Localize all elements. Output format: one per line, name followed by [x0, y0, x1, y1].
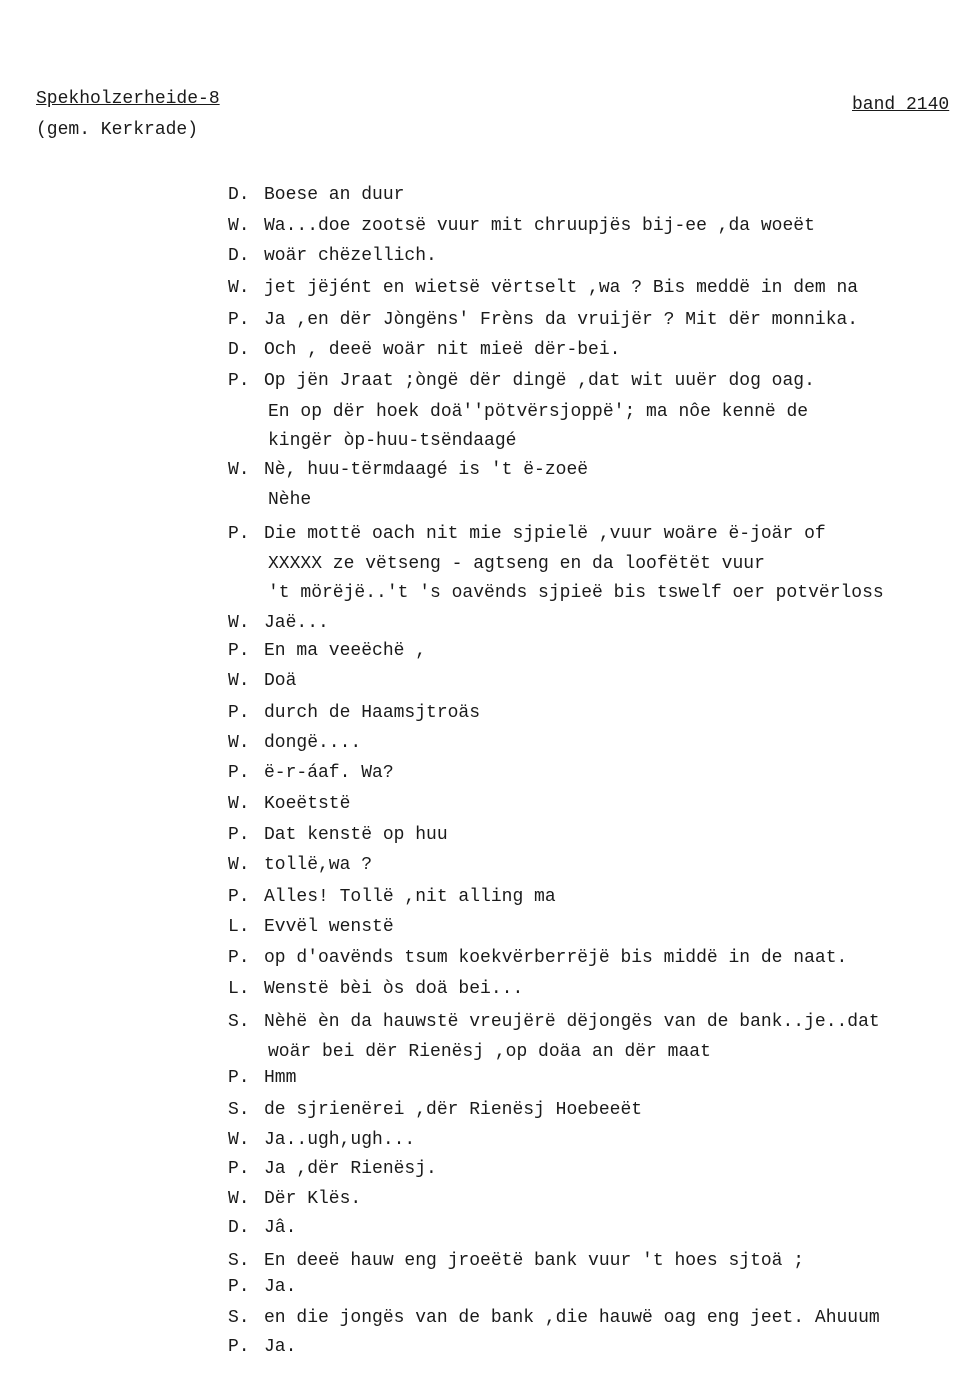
speaker-label: P.: [228, 887, 250, 907]
utterance-text: Evvël wenstë: [264, 917, 394, 937]
utterance-text: en die jongës van de bank ,die hauwë oag eng jeet. Ahuuum: [264, 1308, 880, 1328]
speaker-label: D.: [228, 246, 250, 266]
utterance-text: En ma veeëchë ,: [264, 641, 427, 661]
utterance-text: Nèhe: [268, 490, 312, 510]
dialogue-line: [0, 399, 966, 425]
speaker-label: P.: [228, 948, 250, 968]
utterance-text: kingër òp-huu-tsëndaagé: [268, 431, 517, 451]
utterance-text: Wa...doe zootsë vuur mit chruupjës bij-ee ,da woeët: [264, 216, 815, 236]
utterance-text: durch de Haamsjtroäs: [264, 703, 481, 723]
dialogue-line: [0, 730, 966, 756]
dialogue-line: [0, 487, 966, 513]
dialogue-line: [0, 668, 966, 694]
dialogue-line: [0, 852, 966, 878]
dialogue-line: [0, 182, 966, 208]
utterance-text: 't mörëjë..'t 's oavënds sjpieë bis tswelf oer potvërloss: [268, 583, 884, 603]
dialogue-line: [0, 638, 966, 664]
utterance-text: Hmm: [264, 1068, 297, 1088]
dialogue-line: [0, 791, 966, 817]
speaker-label: D.: [228, 185, 250, 205]
utterance-text: Ja ,en dër Jòngëns' Frèns da vruijër ? Mit dër monnika.: [264, 310, 859, 330]
speaker-label: L.: [228, 917, 250, 937]
dialogue-line: [0, 1156, 966, 1182]
dialogue-line: [0, 457, 966, 483]
dialogue-line: [0, 1334, 966, 1360]
utterance-text: En deeë hauw eng jroeëtë bank vuur 't hoes sjtoä ;: [264, 1251, 805, 1271]
dialogue-line: [0, 243, 966, 269]
utterance-text: Nèhë èn da hauwstë vreujërë dëjongës van de bank..je..dat: [264, 1012, 880, 1032]
dialogue-line: [0, 1305, 966, 1331]
dialogue-line: [0, 1065, 966, 1091]
speaker-label: W.: [228, 278, 250, 298]
dialogue-line: [0, 760, 966, 786]
utterance-text: Ja ,dër Rienësj.: [264, 1159, 437, 1179]
dialogue-line: [0, 1127, 966, 1153]
speaker-label: W.: [228, 733, 250, 753]
utterance-text: Jaë...: [264, 613, 329, 633]
utterance-text: Doä: [264, 671, 297, 691]
speaker-label: W.: [228, 671, 250, 691]
utterance-text: Ja.: [264, 1277, 297, 1297]
speaker-label: W.: [228, 460, 250, 480]
speaker-label: S.: [228, 1308, 250, 1328]
utterance-text: tollë,wa ?: [264, 855, 373, 875]
dialogue-line: [0, 1274, 966, 1300]
speaker-label: W.: [228, 216, 250, 236]
utterance-text: Ja.: [264, 1337, 297, 1357]
dialogue-line: [0, 307, 966, 333]
speaker-label: P.: [228, 1337, 250, 1357]
speaker-label: S.: [228, 1100, 250, 1120]
dialogue-line: [0, 1097, 966, 1123]
utterance-text: ë-r-áaf. Wa?: [264, 763, 394, 783]
speaker-label: W.: [228, 855, 250, 875]
speaker-label: S.: [228, 1251, 250, 1271]
speaker-label: S.: [228, 1012, 250, 1032]
utterance-text: XXXXX ze vëtseng - agtseng en da loofëtët vuur: [268, 554, 765, 574]
dialogue-line: [0, 337, 966, 363]
utterance-text: En op dër hoek doä''pötvërsjoppë'; ma nôe kennë de: [268, 402, 809, 422]
dialogue-line: [0, 610, 966, 636]
speaker-label: W.: [228, 794, 250, 814]
speaker-label: W.: [228, 1189, 250, 1209]
speaker-label: P.: [228, 825, 250, 845]
speaker-label: W.: [228, 1130, 250, 1150]
utterance-text: jet jëjént en wietsë vërtselt ,wa ? Bis meddë in dem na: [264, 278, 859, 298]
utterance-text: woär chëzellich.: [264, 246, 437, 266]
utterance-text: Alles! Tollë ,nit alling ma: [264, 887, 556, 907]
speaker-label: P.: [228, 310, 250, 330]
speaker-label: D.: [228, 340, 250, 360]
dialogue-line: [0, 213, 966, 239]
dialogue-line: [0, 368, 966, 394]
utterance-text: Dat kenstë op huu: [264, 825, 448, 845]
utterance-text: Nè, huu-tërmdaagé is 't ë-zoeë: [264, 460, 589, 480]
speaker-label: D.: [228, 1218, 250, 1238]
dialogue-line: [0, 1009, 966, 1035]
dialogue-line: [0, 1186, 966, 1212]
dialogue-line: [0, 521, 966, 547]
municipality-subtitle: (gem. Kerkrade): [36, 120, 199, 140]
utterance-text: dongë....: [264, 733, 362, 753]
utterance-text: woär bei dër Rienësj ,op doäa an dër maat: [268, 1042, 711, 1062]
location-title: Spekholzerheide-8: [36, 89, 220, 109]
speaker-label: P.: [228, 641, 250, 661]
speaker-label: P.: [228, 1068, 250, 1088]
utterance-text: Ja..ugh,ugh...: [264, 1130, 416, 1150]
speaker-label: P.: [228, 371, 250, 391]
dialogue-line: [0, 551, 966, 577]
utterance-text: Och , deeë woär nit mieë dër-bei.: [264, 340, 621, 360]
speaker-label: W.: [228, 613, 250, 633]
utterance-text: Dër Klës.: [264, 1189, 362, 1209]
utterance-text: op d'oavënds tsum koekvërberrëjë bis middë in de naat.: [264, 948, 848, 968]
speaker-label: P.: [228, 1277, 250, 1297]
speaker-label: P.: [228, 1159, 250, 1179]
dialogue-line: [0, 1215, 966, 1241]
dialogue-line: [0, 580, 966, 606]
dialogue-line: [0, 275, 966, 301]
speaker-label: P.: [228, 763, 250, 783]
dialogue-line: [0, 428, 966, 454]
utterance-text: Wenstë bèi òs doä bei...: [264, 979, 524, 999]
speaker-label: P.: [228, 703, 250, 723]
speaker-label: L.: [228, 979, 250, 999]
speaker-label: P.: [228, 524, 250, 544]
dialogue-line: [0, 884, 966, 910]
dialogue-line: [0, 945, 966, 971]
utterance-text: Op jën Jraat ;òngë dër dingë ,dat wit uuër dog oag.: [264, 371, 815, 391]
utterance-text: Jâ.: [264, 1218, 297, 1238]
dialogue-line: [0, 1248, 966, 1274]
dialogue-line: [0, 976, 966, 1002]
utterance-text: Koeëtstë: [264, 794, 351, 814]
dialogue-line: [0, 822, 966, 848]
dialogue-line: [0, 700, 966, 726]
utterance-text: Boese an duur: [264, 185, 405, 205]
utterance-text: Die mottë oach nit mie sjpielë ,vuur woäre ë-joär of: [264, 524, 826, 544]
dialogue-line: [0, 914, 966, 940]
dialogue-line: [0, 1039, 966, 1065]
utterance-text: de sjrienërei ,dër Rienësj Hoebeeët: [264, 1100, 643, 1120]
band-number: band 2140: [852, 95, 950, 115]
